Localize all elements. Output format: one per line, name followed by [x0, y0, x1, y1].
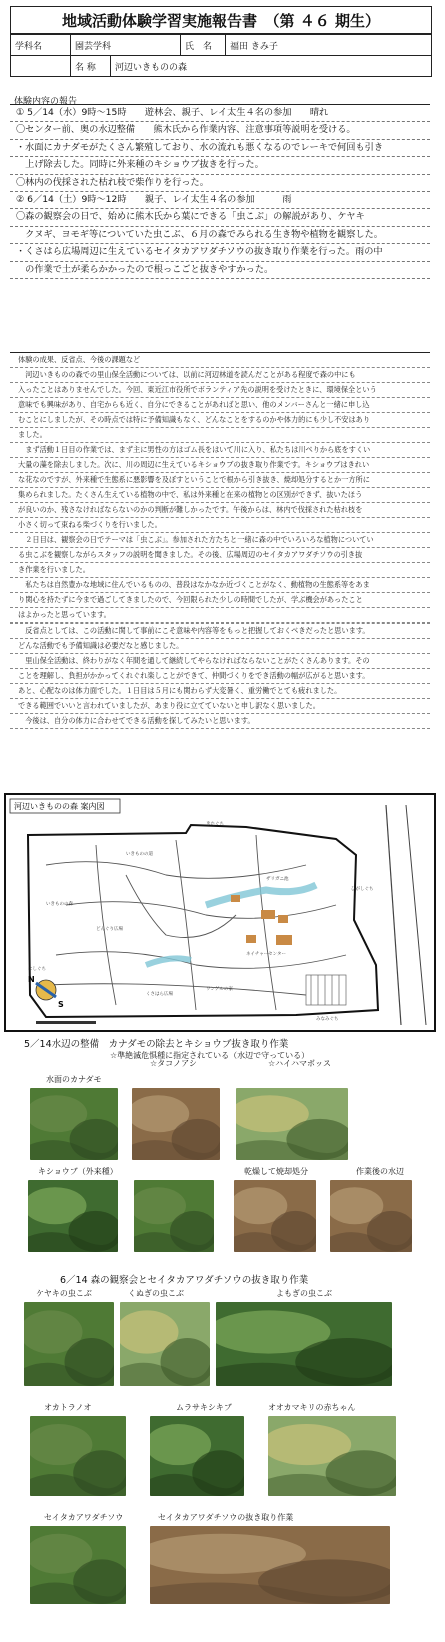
review-line: 意味でも興味があり、自宅からも近く、自分にできることがあればと思い、他のメンバーさんと一緒に申し込 — [10, 398, 430, 413]
name-label: 氏 名 — [181, 35, 226, 55]
photo — [24, 1302, 114, 1386]
org-label: 名 称 — [71, 56, 111, 76]
photo-caption: ☆ハイハマボッス — [268, 1059, 332, 1068]
review-line: 今後は、自分の体力に合わせてできる活動を探してみたいと思います。 — [10, 714, 430, 729]
report-label: 体験内容の報告 — [14, 97, 78, 107]
map-label: いきものの道 — [126, 852, 153, 857]
photo — [134, 1180, 214, 1252]
map-label: きたぐち — [206, 822, 224, 827]
map-label: くさはら広場 — [146, 992, 173, 997]
photo — [132, 1088, 220, 1160]
photo-caption: オオカマキリの赤ちゃん — [268, 1403, 356, 1412]
photo — [236, 1088, 348, 1160]
map-label: みなみぐち — [316, 1017, 339, 1022]
map-label: ザリガニ池 — [266, 877, 289, 882]
review-line: り関心を持たずに今まで過ごしてきましたので、今回限られた少しの時間でしたが、学ぶ機会があったこと — [10, 593, 430, 608]
review-line: 小さく切って束ねる柴づくりを行いました。 — [10, 518, 430, 533]
review-line: 入ったことはありませんでした。今回、東近江市役所でボランティア先の説明を受けたときに、環境保全という — [10, 383, 430, 398]
photo — [216, 1302, 392, 1386]
compass-n: N — [28, 975, 35, 984]
review-line: な花なのですが、外来種で生態系に悪影響を及ぼすということで根から引き抜き、焼却処分するとか一方所に — [10, 473, 430, 488]
report-line: ② 6／14（土）9時～12時 親子、レイ太生４名の参加 雨 — [10, 192, 430, 209]
photo-caption: 乾燥して焼却処分 — [244, 1167, 308, 1176]
report-line: 〇森の観察会の日で、始めに熊木氏から葉にできる「虫こぶ」の解説があり、ケヤキ — [10, 209, 430, 226]
review-line: ました。 — [10, 428, 430, 443]
map-title: 河辺いきものの森 案内図 — [14, 802, 105, 811]
name-value: 福田 きみ子 — [230, 41, 278, 52]
review-line: 河辺いきものの森での里山保全活動については、以前に河辺林道を読んだことがある程度で森の中にも — [10, 368, 430, 383]
report-line: 〇センター前、奥の水辺整備 熊木氏から作業内容、注意事項等説明を受ける。 — [10, 122, 430, 139]
photo-caption: セイタカアワダチソウの抜き取り作業 — [158, 1513, 294, 1522]
report-line: の作業で土が柔らかかったので根っこごと抜きやすかった。 — [10, 262, 430, 279]
review-line: むことにしましたが、その時点では特に予備知識もなく、どんなことをするのかや体力的にも少し不安はあり — [10, 413, 430, 428]
map-label: ワンゲルの家 — [206, 987, 233, 992]
review-line: どんな活動でも予備知識は必要だなと感じました。 — [10, 639, 430, 654]
section1-subtitle: ☆準絶滅危惧種に指定されている（水辺で守っている） — [110, 1051, 310, 1060]
photo — [120, 1302, 210, 1386]
photo-caption: よもぎの虫こぶ — [276, 1289, 332, 1298]
photo-caption: キショウブ（外来種） — [38, 1167, 118, 1176]
review-line: る虫こぶを観察しながらスタッフの説明を聞きました。その後、広場周辺のセイタカアワダチソウの引き抜 — [10, 548, 430, 563]
header-form — [10, 34, 432, 77]
photo — [150, 1416, 244, 1496]
photo-caption: オカトラノオ — [44, 1403, 92, 1412]
dept-value: 園芸学科 — [71, 35, 181, 55]
report-line: クヌギ、ヨモギ等についていた虫こぶ、６月の森でみられる生き物や植物を観察した。 — [10, 227, 430, 244]
review-line: 反省点としては、この活動に関して事前にこそ意味や内容等をもっと把握しておくべきだったと思います。 — [10, 624, 430, 639]
report-line: ・くさはら広場周辺に生えているセイタカアワダチソウの抜き取り作業を行った。雨の中 — [10, 244, 430, 261]
review-line: あと、心配なのは体力面でした。１日目は５月にも関わらず大変暑く、重労働でとても疲れました。 — [10, 684, 430, 699]
photo — [330, 1180, 412, 1252]
review-line: が良いのか、残さなければならないのかの判断が難しかったです。午後からは、林内で伐採された枯れ枝を — [10, 503, 430, 518]
dept-label: 学科名 — [11, 35, 71, 55]
review-line: 大量の藻を除去しました。次に、川の周辺に生えているキショウブの抜き取り作業です。キショウブはきれい — [10, 458, 430, 473]
compass-s: S — [58, 1000, 64, 1009]
photo — [30, 1416, 126, 1496]
photo-caption: ムラサキシキブ — [176, 1403, 232, 1412]
review-line: 集められました。たくさん生えている植物の中で、私は外来種と在来の植物との区別ができず、抜いたほう — [10, 488, 430, 503]
photo — [268, 1416, 396, 1496]
photo-caption: ☆タコノアシ — [150, 1059, 197, 1068]
empty-cell — [11, 56, 71, 76]
photo-caption: ケヤキの虫こぶ — [36, 1289, 92, 1298]
report-line: ・水面にカナダモがたくさん繁殖しており、水の流れも悪くなるのでレーキで何回も引き — [10, 140, 430, 157]
review-line: き作業を行いました。 — [10, 563, 430, 578]
photo-caption: 水面のカナダモ — [46, 1075, 102, 1084]
photo — [234, 1180, 316, 1252]
map-drawing — [6, 795, 434, 1030]
map-label: いきものの森 — [46, 902, 73, 907]
report-title: 地域活動体験学習実施報告書 （第 ４６ 期生） — [10, 6, 432, 34]
photo — [30, 1526, 126, 1604]
review-line: まず活動１日目の作業では、まず主に男性の方はゴム長をはいて川に入り、私たちは川べりから底をすくい — [10, 443, 430, 458]
org-value: 河辺いきものの森 — [115, 62, 188, 73]
map-label: にしぐち — [28, 967, 46, 972]
review-line: できる範囲でいいと言われていましたが、あまり役に立てていないと申し訳なく思いました。 — [10, 699, 430, 714]
review-line: ２日目は、観察会の日でテーマは「虫こぶ」。参加された方たちと一緒に森の中でいろいろな植物についてい — [10, 533, 430, 548]
section1-title: 5／14水辺の整備 カナダモの除去とキショウブ抜き取り作業 — [24, 1039, 289, 1050]
report-line: ① 5／14（水）9時～15時 遊林会、親子、レイ太生４名の参加 晴れ — [10, 105, 430, 122]
report-lines — [10, 104, 430, 279]
map-label: どんぐり広場 — [96, 927, 123, 932]
photo — [30, 1088, 118, 1160]
review-line: 体験の成果、反省点、今後の課題など — [10, 353, 430, 368]
report-line: 上げ除去した。同時に外来種のキショウブ抜きを行った。 — [10, 157, 430, 174]
photo — [150, 1526, 390, 1604]
photo-caption: 作業後の水辺 — [356, 1167, 404, 1176]
report-line: 〇林内の伐採された枯れ枝で柴作りを行った。 — [10, 175, 430, 192]
photo-caption: セイタカアワダチソウ — [44, 1513, 124, 1522]
review-line: 里山保全活動は、終わりがなく年間を通して継続してやらなければならないことがたくさんあります。その — [10, 654, 430, 669]
review-line: 私たちは自然豊かな地域に住んでいるものの、普段はなかなか近づくことがなく、動植物の生態系等をあま — [10, 578, 430, 593]
map-label: ネイチャーセンター — [246, 952, 287, 957]
section2-title: 6／14 森の観察会とセイタカアワダチソウの抜き取り作業 — [60, 1275, 309, 1286]
review-line: ことを理解し、負担がかかってくれぐれ楽しことができて、仲間づくりをでき活動の幅が広がると思います。 — [10, 669, 430, 684]
review-block — [10, 352, 430, 729]
site-map — [4, 793, 436, 1032]
photo — [28, 1180, 118, 1252]
photo-caption: くぬぎの虫こぶ — [128, 1289, 184, 1298]
review-line: はよかったと思っています。 — [10, 608, 430, 623]
map-label: ひがしぐち — [351, 887, 374, 892]
